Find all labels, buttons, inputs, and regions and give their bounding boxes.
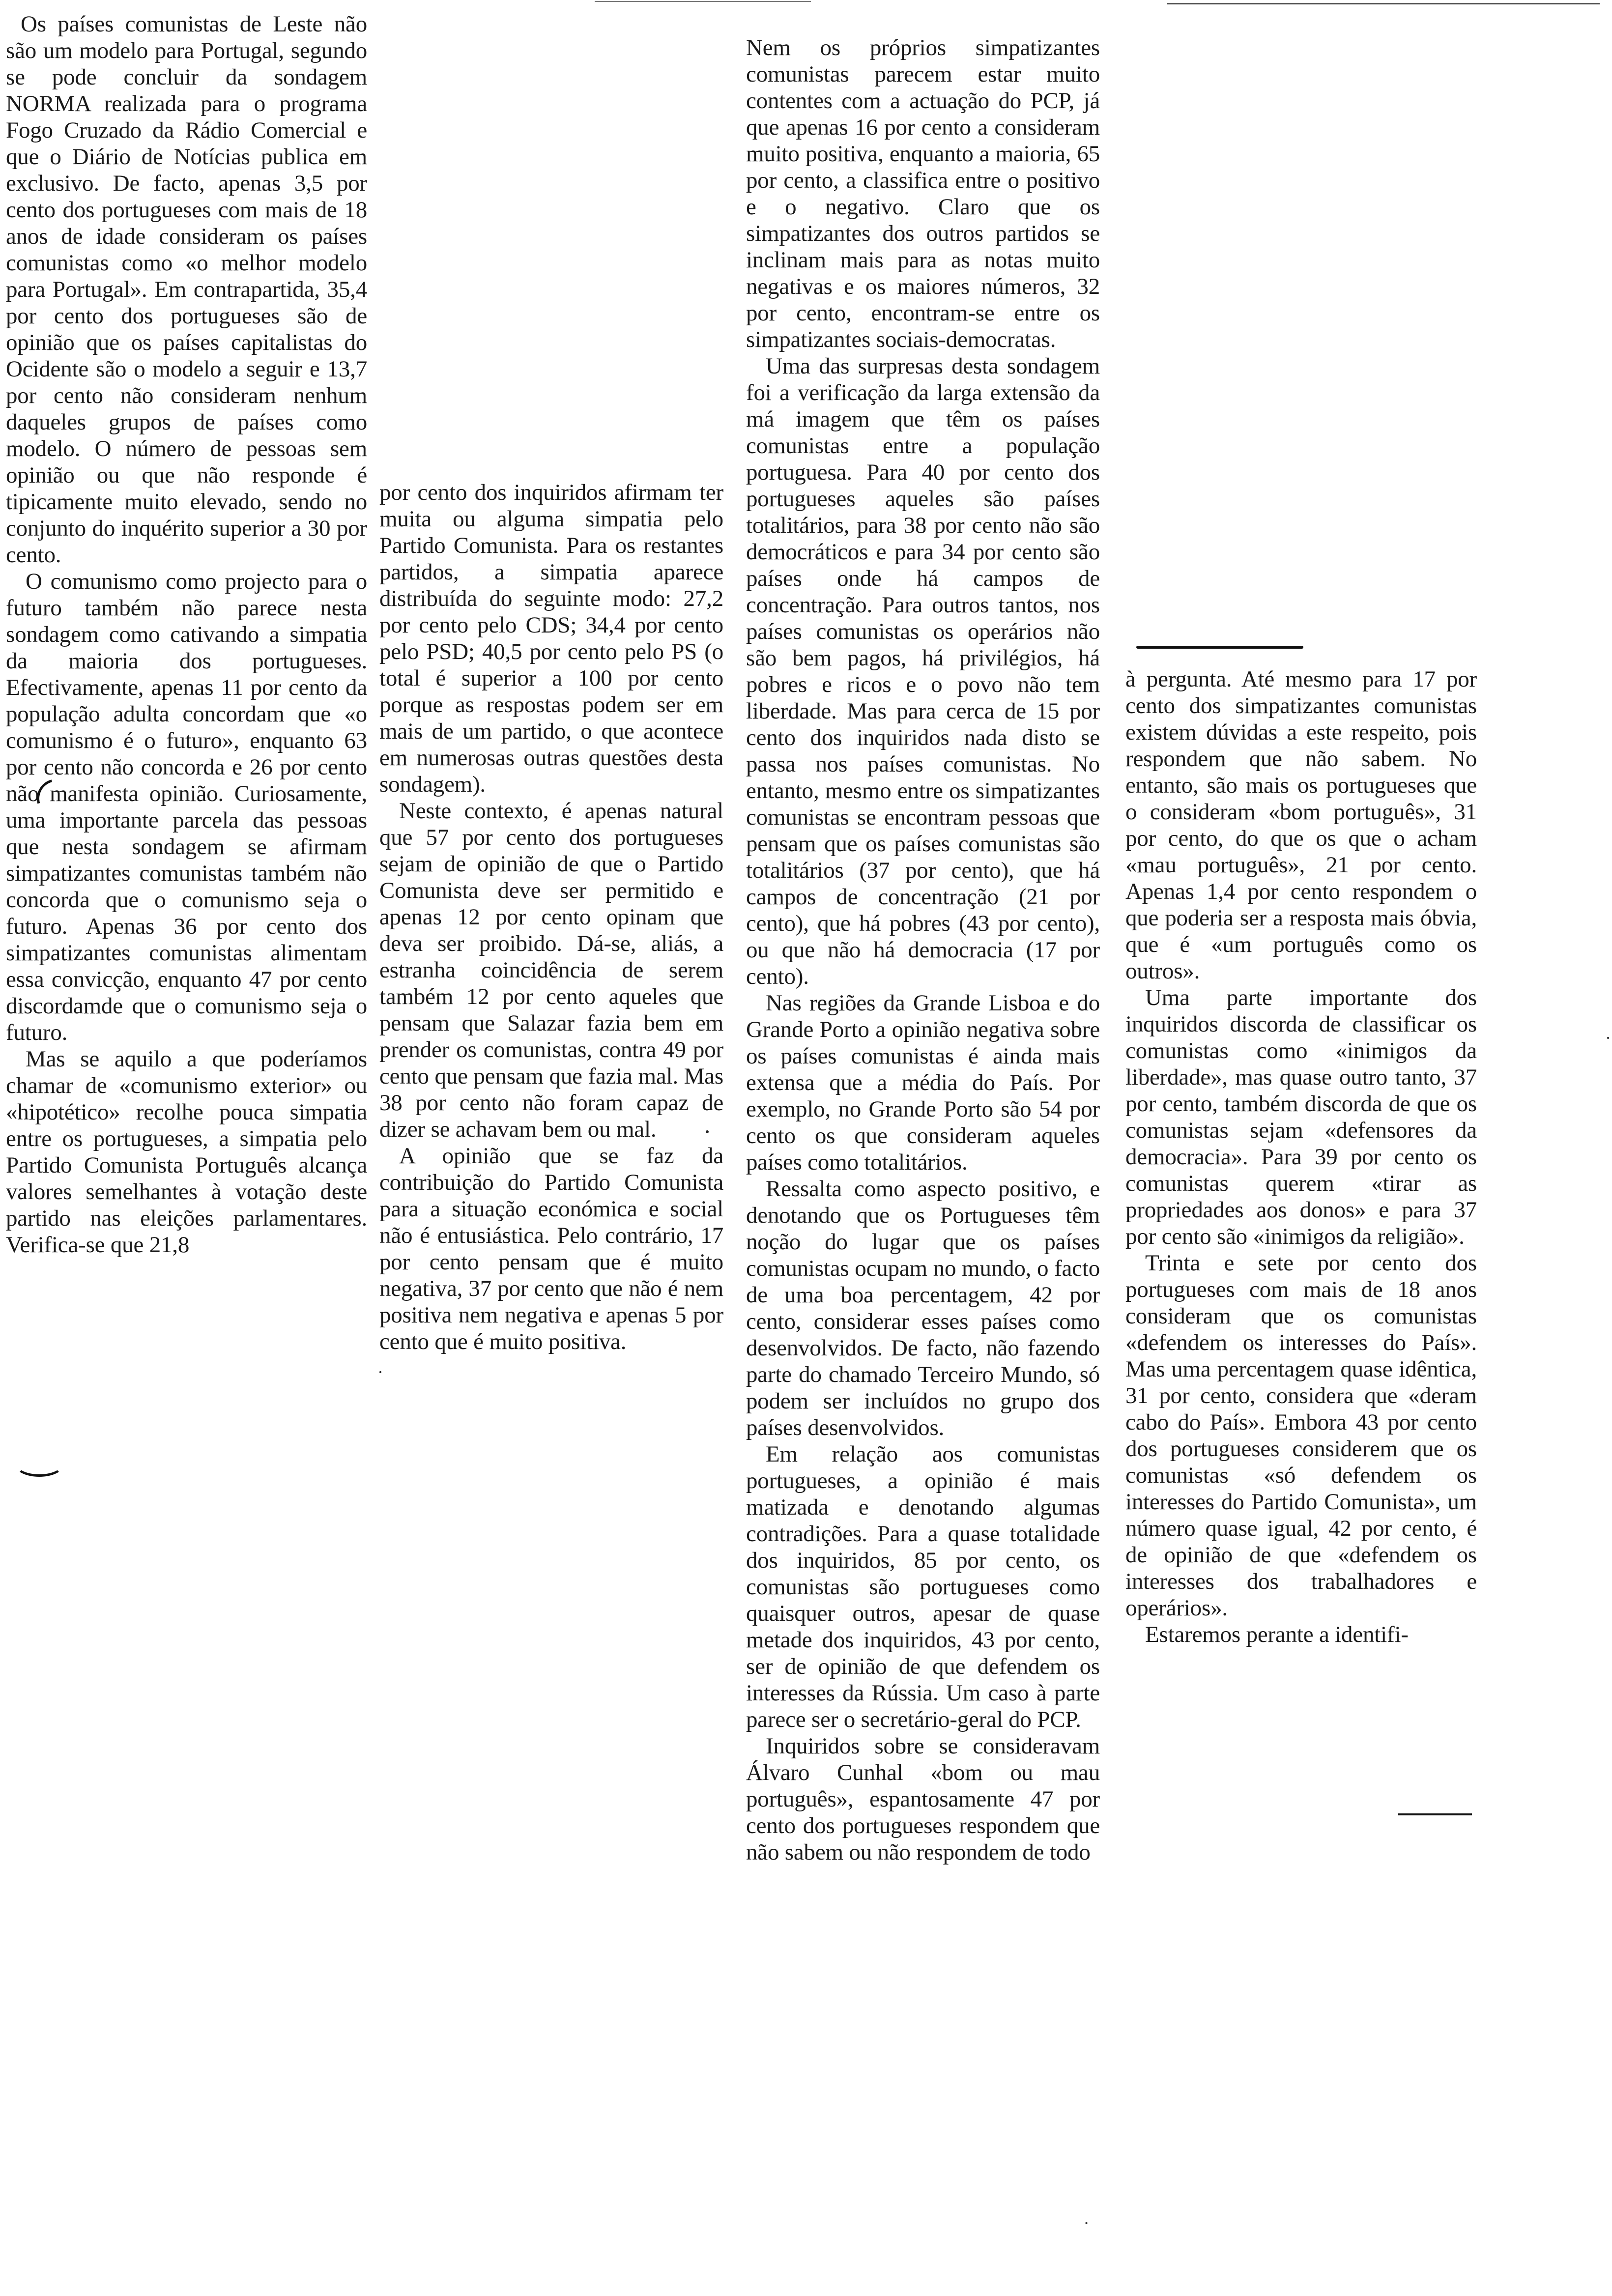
column-rule [1136,646,1303,649]
paragraph: Ressalta como aspecto positivo, e denotando que os Portugueses têm noção do lugar que os países comunistas ocupam no mundo, o facto de uma boa percentagem, 42 por cento, considerar esses países como desenvolvidos. De facto, não fazendo parte do chamado Terceiro Mundo, só podem ser incluídos no grupo dos países desenvolvidos. [746,1176,1100,1440]
paragraph: A opinião que se faz da contribuição do Partido Comunista para a situação económica e social não é entusiástica. Pelo contrário, 17 por cento pensam que é muito negativa, 37 por cento que não é nem positiva nem negativa e apenas 5 por cento que é muito positiva. [379,1143,723,1354]
paragraph: O comunismo como projecto para o futuro também não parece nesta sondagem como cativando a simpatia da maioria dos portugueses. Efectivamente, apenas 11 por cento da população adulta concordam que «o comunismo é o futuro», enquanto 63 por cento não concorda e 26 por cento não manifesta opinião. Curiosamente, uma importante parcela das pessoas que nesta sondagem se afirmam simpatizantes comunistas também não concorda que o comunismo seja o futuro. Apenas 36 por cento dos simpatizantes comunistas alimentam essa convicção, enquanto 47 por cento discordamde que o comunismo seja o futuro. [6,569,367,1045]
paragraph: Neste contexto, é apenas natural que 57 por cento dos portugueses sejam de opinião de que o Partido Comunista deve ser permitido e apenas 12 por cento opinam que deva ser proibido. Dá-se, aliás, a estranha coincidência de serem também 12 por cento aqueles que pensam que Salazar fazia bem em prender os comunistas, contra 49 por cento que pensam que fazia mal. Mas 38 por cento não foram capaz de dizer se achavam bem ou mal. [379,798,723,1142]
paragraph: Nas regiões da Grande Lisboa e do Grande Porto a opinião negativa sobre os países comunistas é ainda mais extensa que a média do País. Por exemplo, no Grande Porto são 54 por cento os que consideram aqueles países como totalitários. [746,990,1100,1175]
print-speck [1607,1037,1609,1039]
paragraph: Inquiridos sobre se consideravam Álvaro Cunhal «bom ou mau português», espantosamente 47 por cento dos portugueses respondem que não sabem ou não respondem de todo [746,1733,1100,1865]
ink-blot [15,1452,64,1477]
article-column-3 [746,34,1100,2226]
paragraph: Nem os próprios simpatizantes comunistas parecem estar muito contentes com a actuação do PCP, já que apenas 16 por cento a consideram muito positiva, enquanto a maioria, 65 por cento, a classifica entre o positivo e o negativo. Claro que os simpatizantes dos outros partidos se inclinam mais para as notas muito negativas e os maiores números, 32 por cento, encontram-se entre os simpatizantes sociais-democratas. [746,35,1100,352]
paragraph: à pergunta. Até mesmo para 17 por cento dos simpatizantes comunistas existem dúvidas a este respeito, pois respondem que não sabem. No entanto, são mais os portugueses que o consideram «bom português», 31 por cento, do que os que o acham «mau português», 21 por cento. Apenas 1,4 por cento respondem o que poderia ser a resposta mais óbvia, que é «um português como os outros». [1125,666,1477,984]
print-speck [379,1371,381,1373]
paragraph: Trinta e sete por cento dos portugueses com mais de 18 anos consideram que os comunistas «defendem os interesses do País». Mas uma percentagem quase idêntica, 31 por cento, considera que «deram cabo do País». Embora 43 por cento dos portugueses considerem que os comunistas «só defendem os interesses do Partido Comunista», um número quase igual, 42 por cento, é de opinião de que «defendem os interesses dos trabalhadores e operários». [1125,1250,1477,1621]
end-rule [1398,1813,1472,1815]
paragraph: Os países comunistas de Leste não são um modelo para Portugal, segundo se pode concluir da sondagem NORMA realizada para o programa Fogo Cruzado da Rádio Comercial e que o Diário de Notícias publica em exclusivo. De facto, apenas 3,5 por cento dos portugueses com mais de 18 anos de idade consideram os países comunistas como «o melhor modelo para Portugal». Em contrapartida, 35,4 por cento dos portugueses são de opinião que os países capitalistas do Ocidente são o modelo a seguir e 13,7 por cento não consideram nenhum daqueles grupos de países como modelo. O número de pessoas sem opinião ou que não responde é tipicamente muito elevado, sendo no conjunto do inquérito superior a 30 por cento. [6,11,367,568]
paragraph: Uma parte importante dos inquiridos discorda de classificar os comunistas como «inimigos da liberdade», mas quase outro tanto, 37 por cento, também discorda de que os comunistas sejam «defensores da democracia». Para 39 por cento os comunistas querem «tirar as propriedades aos donos» e para 37 por cento são «inimigos da religião». [1125,985,1477,1249]
print-speck [1085,2222,1088,2224]
article-column-4 [1125,666,1477,1811]
top-rule [595,1,811,2]
top-rule-right [1167,3,1600,4]
article-column-2 [379,479,723,1462]
print-speck [706,1130,709,1133]
paragraph: Estaremos perante a identifi- [1145,1622,1409,1647]
paragraph: por cento dos inquiridos afirmam ter muita ou alguma simpatia pelo Partido Comunista. Para os restantes partidos, a simpatia aparece distribuída do seguinte modo: 27,2 por cento pelo CDS; 34,4 por cento pelo PSD; 40,5 por cento pelo PS (o total é superior a 100 por cento porque as respostas podem ser em mais de um partido, o que acontece em numerosas outras questões desta sondagem). [379,480,723,797]
paragraph: Mas se aquilo a que poderíamos chamar de «comunismo exterior» ou «hipotético» recolhe pouca simpatia entre os portugueses, a simpatia pelo Partido Comunista Português alcança valores semelhantes à votação deste partido nas eleições parlamentares. Verifica-se que 21,8 [6,1046,367,1258]
paragraph: Uma das surpresas desta sondagem foi a verificação da larga extensão da má imagem que têm os países comunistas entre a população portuguesa. Para 40 por cento dos portugueses aqueles são países totalitários, para 38 por cento não são democráticos e para 34 por cento são países onde há campos de concentração. Para outros tantos, nos países comunistas os operários não são bem pagos, há privilégios, há pobres e ricos e o povo não tem liberdade. Mas para cerca de 15 por cento dos inquiridos nada disto se passa nos países comunistas. No entanto, mesmo entre os simpatizantes comunistas se encontram pessoas que pensam que os países comunistas são totalitários (37 por cento), que há campos de concentração (21 por cento), que há pobres (43 por cento), ou que não há democracia (17 por cento). [746,353,1100,989]
article-column-1 [6,11,367,1465]
paragraph: Em relação aos comunistas portugueses, a opinião é mais matizada e denotando algumas contradições. Para a quase totalidade dos inquiridos, 85 por cento, os comunistas são portugueses como quaisquer outros, apesar de quase metade dos inquiridos, 43 por cento, ser de opinião de que defendem os interesses da Rússia. Um caso à parte parece ser o secretário-geral do PCP. [746,1441,1100,1732]
